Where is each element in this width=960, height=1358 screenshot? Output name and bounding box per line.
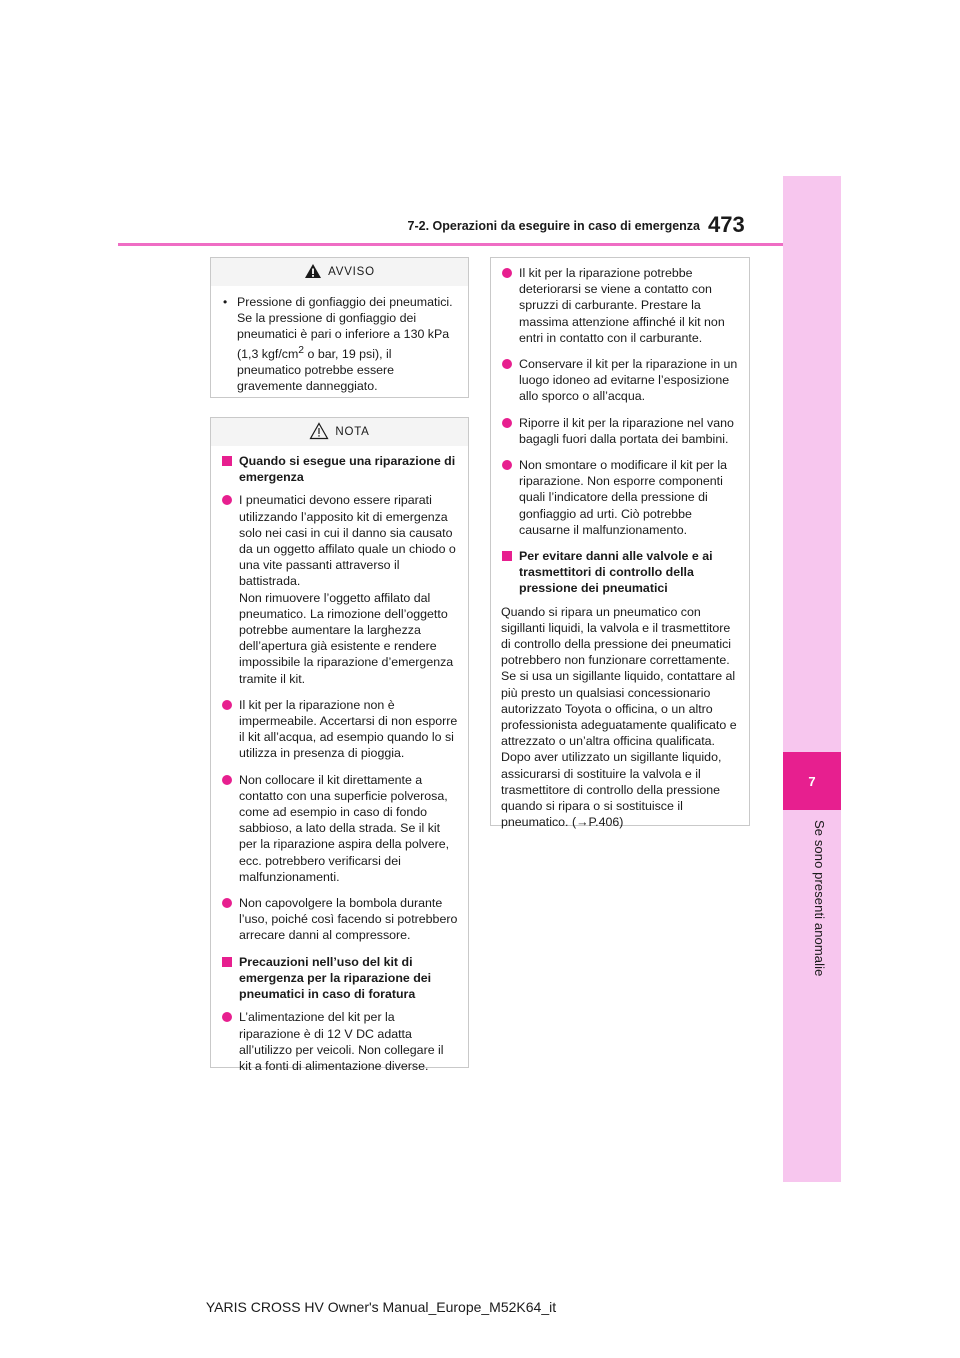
square-bullet-icon bbox=[222, 456, 232, 466]
caution-outline-icon bbox=[309, 422, 329, 443]
note-box-header bbox=[211, 418, 468, 446]
round-bullet-icon bbox=[502, 418, 512, 428]
round-bullet-icon bbox=[222, 700, 232, 710]
bullet-mark: • bbox=[223, 295, 228, 309]
chapter-side-tab bbox=[783, 176, 841, 1182]
warning-box-heading: AVVISO bbox=[328, 266, 375, 278]
list-item: Il kit per la riparazione potrebbe deteriorarsi se viene a contatto con spruzzi di carburante. Prestare la massima attenzione affinché il kit non entri in contatto con il carburante. bbox=[501, 265, 739, 346]
list-item: I pneumatici devono essere riparati utilizzando l’apposito kit di emergenza solo nei casi in cui il danno sia causato da un oggetto affilato quale un chiodo o una vite passanti attraverso il battistrada. Non rimuovere l’oggetto affilato dal pneumatico. La rimozione dell’oggetto potrebbe aumentare la larghezza dell’apertura già esistente e rendere impossibile la riparazione d’emergenza tramite il kit. bbox=[221, 492, 458, 686]
square-bullet-icon bbox=[502, 551, 512, 561]
round-bullet-icon bbox=[222, 495, 232, 505]
note-box bbox=[210, 417, 469, 1073]
round-bullet-icon bbox=[222, 1012, 232, 1022]
note-continued-body bbox=[491, 258, 749, 837]
warning-box-header bbox=[211, 258, 468, 286]
page-footer bbox=[0, 1299, 782, 1315]
list-item: Riporre il kit per la riparazione nel vano bagagli fuori dalla portata dei bambini. bbox=[501, 415, 739, 447]
round-bullet-icon bbox=[222, 898, 232, 908]
note-continued-box bbox=[490, 257, 750, 830]
chapter-number-badge: 7 bbox=[783, 752, 841, 810]
footer-text: YARIS CROSS HV Owner's Manual_Europe_M52K64_it bbox=[205, 1299, 557, 1315]
round-bullet-icon bbox=[222, 775, 232, 785]
list-item: Non collocare il kit direttamente a contatto con una superficie polverosa, come ad esempio in caso di fondo sabbioso, a lato della strada. Se il kit per la riparazione aspira della polvere, ecc. potrebbero verificarsi dei malfunzionamenti. bbox=[221, 772, 458, 885]
header-rule bbox=[118, 243, 783, 246]
warning-box-body bbox=[211, 286, 468, 400]
list-item: Il kit per la riparazione non è impermeabile. Accertarsi di non esporre il kit all’acqua, ad esempio quando lo si utilizza in presenza di pioggia. bbox=[221, 697, 458, 762]
note-section-title: Precauzioni nell’uso del kit di emergenza per la riparazione dei pneumatici in caso di foratura bbox=[221, 954, 458, 1003]
list-item: Non smontare o modificare il kit per la riparazione. Non esporre componenti quali l’indicatore della pressione di gonfiaggio ad urti. Ciò potrebbe causarne il malfunzionamento. bbox=[501, 457, 739, 538]
page-reference-arrow: → bbox=[576, 815, 589, 830]
list-item: Non capovolgere la bombola durante l’uso, poiché così facendo si potrebbero arrecare danni al compressore. bbox=[221, 895, 458, 944]
warning-triangle-icon bbox=[304, 263, 322, 282]
note-section-title: Quando si esegue una riparazione di emergenza bbox=[221, 453, 458, 485]
list-item: Conservare il kit per la riparazione in un luogo idoneo ad evitarne l’esposizione allo sporco o all’acqua. bbox=[501, 356, 739, 405]
section-paragraph: Quando si ripara un pneumatico con sigillanti liquidi, la valvola e il trasmettitore di controllo della pressione dei pneumatici potrebbero non funzionare correttamente. Se si usa un sigillante liquido, contattare al più presto un qualsiasi concessionario autorizzato Toyota o officina, o un altro professionista adeguatamente qualificato e attrezzato o un’altra officina qualificata. Dopo aver utilizzato un sigillante liquido, assicurarsi di sostituire la valvola e il trasmettitore di controllo della pressione quando si ripara o si sostituisce il pneumatico. (→P.406) bbox=[501, 604, 737, 830]
round-bullet-icon bbox=[502, 460, 512, 470]
square-bullet-icon bbox=[222, 957, 232, 967]
note-box-heading: NOTA bbox=[335, 426, 370, 438]
warning-box bbox=[210, 257, 469, 398]
note-section-title: Per evitare danni alle valvole e ai trasmettitori di controllo della pressione dei pneumatici bbox=[501, 548, 739, 597]
page-reference-link[interactable]: P.406 bbox=[588, 815, 620, 830]
warning-item: • Pressione di gonfiaggio dei pneumatici. Se la pressione di gonfiaggio dei pneumatici è pari o inferiore a 130 kPa (1,3 kgf/$cm^2$ o bar, 19 psi), il pneumatico potrebbe essere gravemente danneggiato. bbox=[223, 295, 453, 394]
round-bullet-icon bbox=[502, 359, 512, 369]
round-bullet-icon bbox=[502, 268, 512, 278]
list-item: L’alimentazione del kit per la riparazione è di 12 V DC adatta all’utilizzo per veicoli. Non collegare il kit a fonti di alimentazione diverse. bbox=[221, 1009, 458, 1074]
chapter-label: Se sono presenti anomalie bbox=[812, 820, 827, 977]
section-header-title: 7-2. Operazioni da eseguire in caso di emergenza bbox=[407, 219, 700, 233]
note-box-body bbox=[211, 446, 468, 1090]
page-number: 473 bbox=[708, 212, 745, 237]
